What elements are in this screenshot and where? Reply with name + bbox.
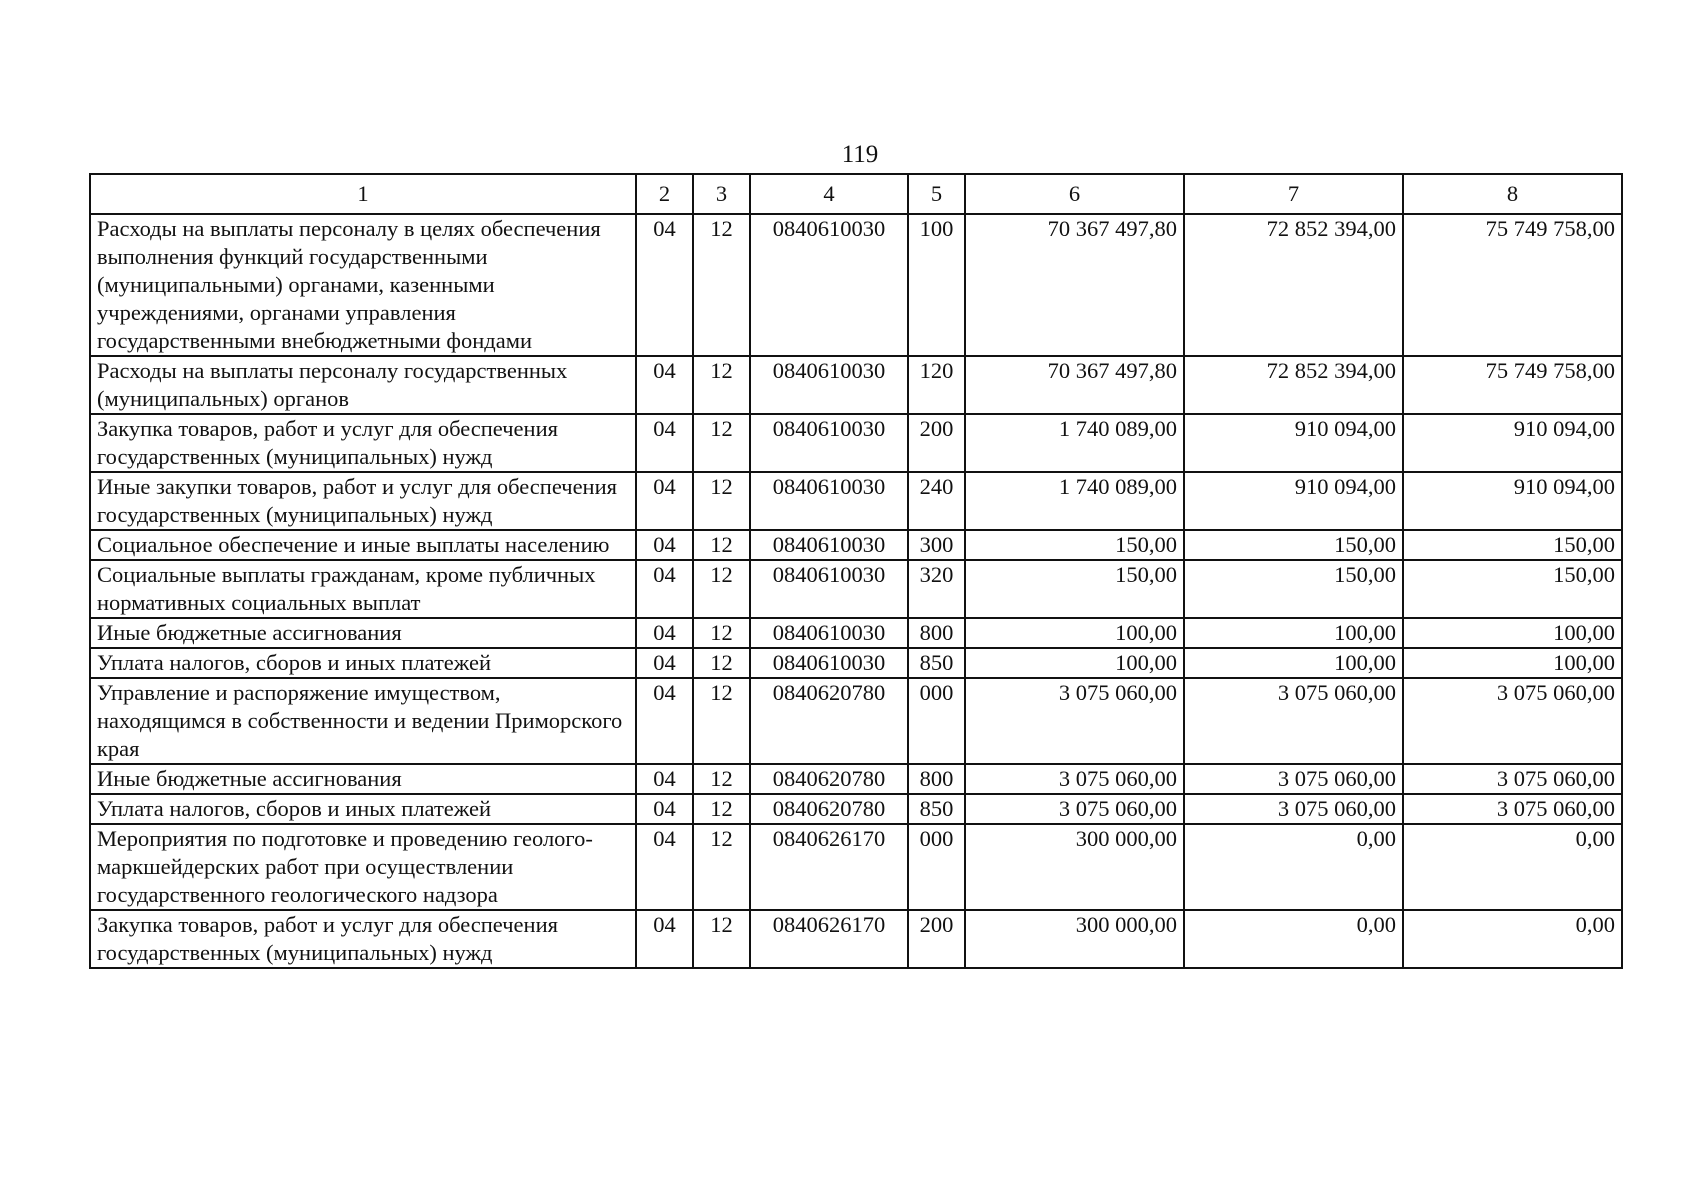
row-subsection-code: 12 <box>693 472 750 530</box>
row-target-article: 0840620780 <box>750 794 908 824</box>
row-amount-col8: 3 075 060,00 <box>1403 764 1622 794</box>
row-section-code: 04 <box>636 648 693 678</box>
row-target-article: 0840610030 <box>750 472 908 530</box>
row-subsection-code: 12 <box>693 560 750 618</box>
budget-table <box>89 173 1623 969</box>
column-header-3: 3 <box>693 174 750 214</box>
row-amount-col6: 1 740 089,00 <box>965 414 1184 472</box>
row-amount-col8: 910 094,00 <box>1403 472 1622 530</box>
row-section-code: 04 <box>636 910 693 968</box>
table-row <box>90 794 1622 824</box>
row-subsection-code: 12 <box>693 356 750 414</box>
row-subsection-code: 12 <box>693 794 750 824</box>
row-description: Социальные выплаты гражданам, кроме публичных нормативных социальных выплат <box>90 560 636 618</box>
row-amount-col8: 75 749 758,00 <box>1403 356 1622 414</box>
row-amount-col6: 100,00 <box>965 618 1184 648</box>
row-expense-type: 240 <box>908 472 965 530</box>
row-subsection-code: 12 <box>693 414 750 472</box>
row-description: Социальное обеспечение и иные выплаты населению <box>90 530 636 560</box>
row-subsection-code: 12 <box>693 824 750 910</box>
column-header-6: 6 <box>965 174 1184 214</box>
row-subsection-code: 12 <box>693 214 750 356</box>
row-expense-type: 320 <box>908 560 965 618</box>
row-expense-type: 120 <box>908 356 965 414</box>
row-section-code: 04 <box>636 618 693 648</box>
row-amount-col7: 100,00 <box>1184 648 1403 678</box>
row-amount-col6: 3 075 060,00 <box>965 678 1184 764</box>
row-amount-col7: 72 852 394,00 <box>1184 214 1403 356</box>
row-amount-col7: 0,00 <box>1184 824 1403 910</box>
table-row <box>90 910 1622 968</box>
table-row <box>90 414 1622 472</box>
table-row <box>90 472 1622 530</box>
row-section-code: 04 <box>636 824 693 910</box>
row-target-article: 0840610030 <box>750 214 908 356</box>
row-expense-type: 200 <box>908 414 965 472</box>
row-description: Иные закупки товаров, работ и услуг для обеспечения государственных (муниципальных) нужд <box>90 472 636 530</box>
row-amount-col6: 3 075 060,00 <box>965 794 1184 824</box>
row-amount-col8: 75 749 758,00 <box>1403 214 1622 356</box>
row-target-article: 0840610030 <box>750 648 908 678</box>
row-amount-col7: 100,00 <box>1184 618 1403 648</box>
row-amount-col8: 0,00 <box>1403 824 1622 910</box>
column-header-7: 7 <box>1184 174 1403 214</box>
row-expense-type: 200 <box>908 910 965 968</box>
row-expense-type: 800 <box>908 764 965 794</box>
row-description: Иные бюджетные ассигнования <box>90 618 636 648</box>
row-amount-col8: 910 094,00 <box>1403 414 1622 472</box>
row-amount-col6: 300 000,00 <box>965 910 1184 968</box>
row-amount-col8: 100,00 <box>1403 618 1622 648</box>
row-amount-col7: 3 075 060,00 <box>1184 794 1403 824</box>
row-target-article: 0840620780 <box>750 764 908 794</box>
table-row <box>90 678 1622 764</box>
row-subsection-code: 12 <box>693 530 750 560</box>
table-row <box>90 764 1622 794</box>
row-subsection-code: 12 <box>693 648 750 678</box>
row-section-code: 04 <box>636 356 693 414</box>
row-section-code: 04 <box>636 530 693 560</box>
row-section-code: 04 <box>636 472 693 530</box>
row-amount-col6: 1 740 089,00 <box>965 472 1184 530</box>
row-description: Иные бюджетные ассигнования <box>90 764 636 794</box>
row-amount-col8: 0,00 <box>1403 910 1622 968</box>
column-header-2: 2 <box>636 174 693 214</box>
row-description: Закупка товаров, работ и услуг для обеспечения государственных (муниципальных) нужд <box>90 910 636 968</box>
row-amount-col7: 910 094,00 <box>1184 472 1403 530</box>
column-header-1: 1 <box>90 174 636 214</box>
row-description: Мероприятия по подготовке и проведению геолого-маркшейдерских работ при осуществлении государственного геологического надзора <box>90 824 636 910</box>
row-amount-col6: 3 075 060,00 <box>965 764 1184 794</box>
row-subsection-code: 12 <box>693 678 750 764</box>
row-amount-col7: 3 075 060,00 <box>1184 678 1403 764</box>
row-expense-type: 850 <box>908 794 965 824</box>
row-amount-col8: 150,00 <box>1403 560 1622 618</box>
row-target-article: 0840610030 <box>750 560 908 618</box>
row-description: Уплата налогов, сборов и иных платежей <box>90 794 636 824</box>
table-row <box>90 560 1622 618</box>
row-expense-type: 800 <box>908 618 965 648</box>
row-description: Управление и распоряжение имуществом, находящимся в собственности и ведении Приморского края <box>90 678 636 764</box>
row-amount-col6: 300 000,00 <box>965 824 1184 910</box>
row-description: Закупка товаров, работ и услуг для обеспечения государственных (муниципальных) нужд <box>90 414 636 472</box>
row-expense-type: 850 <box>908 648 965 678</box>
row-target-article: 0840626170 <box>750 824 908 910</box>
row-target-article: 0840610030 <box>750 530 908 560</box>
row-expense-type: 300 <box>908 530 965 560</box>
row-amount-col8: 100,00 <box>1403 648 1622 678</box>
row-amount-col7: 3 075 060,00 <box>1184 764 1403 794</box>
row-amount-col6: 150,00 <box>965 530 1184 560</box>
column-header-8: 8 <box>1403 174 1622 214</box>
table-row <box>90 214 1622 356</box>
row-subsection-code: 12 <box>693 618 750 648</box>
table-row <box>90 530 1622 560</box>
row-section-code: 04 <box>636 678 693 764</box>
row-description: Уплата налогов, сборов и иных платежей <box>90 648 636 678</box>
table-row <box>90 618 1622 648</box>
row-target-article: 0840610030 <box>750 618 908 648</box>
table-row <box>90 824 1622 910</box>
row-amount-col8: 3 075 060,00 <box>1403 794 1622 824</box>
row-section-code: 04 <box>636 794 693 824</box>
row-target-article: 0840626170 <box>750 910 908 968</box>
column-header-4: 4 <box>750 174 908 214</box>
row-amount-col7: 150,00 <box>1184 560 1403 618</box>
row-description: Расходы на выплаты персоналу в целях обеспечения выполнения функций государственными (муниципальными) органами, казенными учреждениями, органами управления государственными внебюджетными фондами <box>90 214 636 356</box>
page-number: 119 <box>841 141 879 168</box>
row-subsection-code: 12 <box>693 764 750 794</box>
row-amount-col7: 0,00 <box>1184 910 1403 968</box>
row-description: Расходы на выплаты персоналу государственных (муниципальных) органов <box>90 356 636 414</box>
row-amount-col6: 150,00 <box>965 560 1184 618</box>
row-amount-col6: 70 367 497,80 <box>965 356 1184 414</box>
column-header-5: 5 <box>908 174 965 214</box>
row-amount-col7: 910 094,00 <box>1184 414 1403 472</box>
row-expense-type: 000 <box>908 678 965 764</box>
row-amount-col6: 100,00 <box>965 648 1184 678</box>
row-amount-col8: 3 075 060,00 <box>1403 678 1622 764</box>
row-amount-col7: 72 852 394,00 <box>1184 356 1403 414</box>
row-amount-col7: 150,00 <box>1184 530 1403 560</box>
row-target-article: 0840610030 <box>750 356 908 414</box>
row-amount-col6: 70 367 497,80 <box>965 214 1184 356</box>
row-section-code: 04 <box>636 214 693 356</box>
table-row <box>90 648 1622 678</box>
table-row <box>90 356 1622 414</box>
row-expense-type: 100 <box>908 214 965 356</box>
row-target-article: 0840610030 <box>750 414 908 472</box>
row-section-code: 04 <box>636 414 693 472</box>
row-expense-type: 000 <box>908 824 965 910</box>
row-amount-col8: 150,00 <box>1403 530 1622 560</box>
table-header-row <box>90 174 1622 214</box>
row-section-code: 04 <box>636 560 693 618</box>
row-section-code: 04 <box>636 764 693 794</box>
row-target-article: 0840620780 <box>750 678 908 764</box>
row-subsection-code: 12 <box>693 910 750 968</box>
